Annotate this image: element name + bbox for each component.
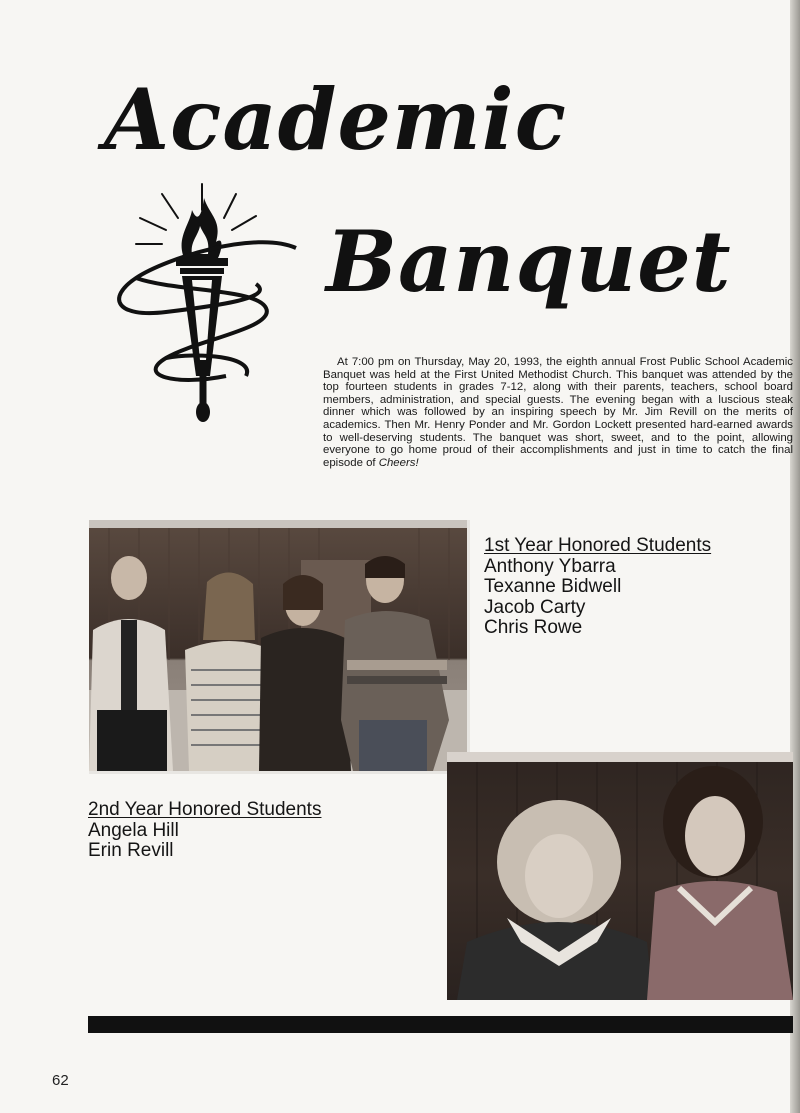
list-item: Chris Rowe	[484, 617, 583, 638]
list-item: Erin Revill	[88, 840, 174, 861]
list-item: Texanne Bidwell	[484, 576, 622, 597]
photo-second-year-students	[447, 752, 793, 1000]
bottom-rule	[88, 1016, 793, 1033]
intro-paragraph	[323, 356, 793, 469]
intro-text: At 7:00 pm on Thursday, May 20, 1993, the eighth annual Frost Public School Academic Banquet was held at the First United Methodist Church. This banquet was attended by the top fourteen students in grades 7-12, along with their parents, teachers, school board members, administration, and special guests. The evening began with a luscious steak dinner which was followed by an inspiring speech by Mr. Jim Revill on the merits of academics. Then Mr. Henry Ponder and Mr. Gordon Lockett presented hard-earned awards to well-deserving students. The banquet was short, sweet, and to the point, allowing everyone to go home proud of their accomplishments and just in time to catch the final episode of	[323, 356, 793, 469]
first-year-list	[484, 536, 711, 639]
second-year-heading: 2nd Year Honored Students	[88, 799, 322, 820]
first-year-heading: 1st Year Honored Students	[484, 535, 712, 556]
list-item: Angela Hill	[88, 819, 179, 841]
torch-icon	[106, 180, 306, 430]
page-title-academic: Academic	[104, 70, 567, 169]
page-title-banquet: Banquet	[326, 212, 732, 311]
list-item: Anthony Ybarra	[484, 555, 616, 577]
list-item: Jacob Carty	[484, 596, 586, 618]
intro-show-name: Cheers!	[378, 456, 419, 469]
page-number: 62	[52, 1072, 69, 1089]
second-year-list	[88, 800, 321, 862]
photo-first-year-students	[89, 520, 470, 774]
